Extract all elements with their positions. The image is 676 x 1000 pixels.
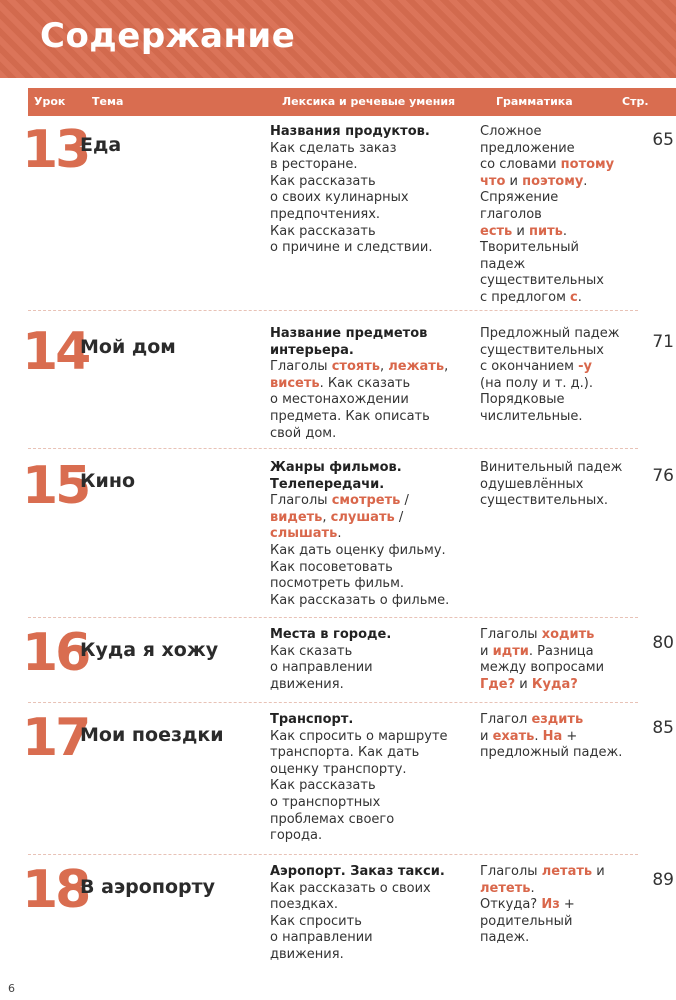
text-segment: Сложное xyxy=(480,124,542,139)
page-ref[interactable]: 89 xyxy=(652,870,674,890)
column-grammar: Грамматика xyxy=(496,95,573,108)
highlighted-term: видеть xyxy=(270,509,323,525)
row-divider xyxy=(28,617,638,618)
highlighted-term: лететь xyxy=(480,880,531,896)
page-ref[interactable]: 76 xyxy=(652,466,674,486)
page-title: Содержание xyxy=(40,16,296,56)
text-segment: посмотреть фильм. xyxy=(270,576,405,592)
text-line xyxy=(270,795,470,812)
text-line xyxy=(480,190,638,207)
highlighted-term: потому xyxy=(560,157,615,173)
column-lesson: Урок xyxy=(34,95,66,108)
vocab-cell xyxy=(270,124,470,257)
vocab-heading: Места в городе. xyxy=(270,627,392,642)
text-line xyxy=(480,745,638,762)
text-segment: / xyxy=(394,509,404,525)
text-line xyxy=(270,778,470,795)
column-topic: Тема xyxy=(92,95,124,108)
text-segment: Глаголы xyxy=(480,627,542,642)
highlighted-term: На xyxy=(542,728,563,744)
text-line xyxy=(270,729,470,746)
text-line xyxy=(480,157,638,174)
text-segment: одушевлённых xyxy=(480,476,584,492)
text-line xyxy=(270,897,470,914)
highlighted-term: Из xyxy=(541,897,560,913)
text-line xyxy=(480,207,638,224)
vocab-heading: Транспорт. xyxy=(270,712,354,727)
text-segment: со словами xyxy=(480,157,561,173)
vocab-cell xyxy=(270,460,470,609)
text-line xyxy=(270,881,470,898)
text-line xyxy=(480,343,638,360)
lesson-number: 18 xyxy=(22,860,89,920)
highlighted-term: ехать xyxy=(492,728,535,744)
text-segment: . xyxy=(562,223,567,239)
text-segment: предложный падеж. xyxy=(480,745,623,761)
text-segment: существительных xyxy=(480,342,604,358)
text-line xyxy=(480,376,638,393)
text-segment: и xyxy=(592,864,605,879)
highlighted-term: идти xyxy=(492,643,529,659)
text-line xyxy=(480,864,638,881)
text-segment: и xyxy=(480,728,493,744)
row-divider xyxy=(28,310,638,311)
highlighted-term: Где? xyxy=(480,676,516,692)
text-segment: . xyxy=(534,728,543,744)
text-segment: предложение xyxy=(480,140,575,156)
text-segment: падеж xyxy=(480,256,526,272)
text-segment: оценку транспорту. xyxy=(270,761,407,777)
highlighted-term: стоять xyxy=(331,359,380,375)
lesson-number: 15 xyxy=(22,456,89,516)
text-segment: Спряжение xyxy=(480,190,559,206)
text-segment: Откуда? xyxy=(480,897,542,913)
text-line xyxy=(480,660,638,677)
text-segment: . xyxy=(583,173,588,189)
page-ref[interactable]: 85 xyxy=(652,718,674,738)
grammar-cell xyxy=(480,460,638,510)
highlighted-term: поэтому xyxy=(522,173,584,189)
lesson-number: 16 xyxy=(22,623,89,683)
text-line xyxy=(480,930,638,947)
text-segment: с предлогом xyxy=(480,289,571,305)
text-line xyxy=(270,376,470,393)
text-segment: падеж. xyxy=(480,930,530,946)
highlighted-term: лежать xyxy=(388,359,445,375)
lesson-topic[interactable]: Кино xyxy=(80,470,136,492)
grammar-cell xyxy=(480,627,638,693)
text-line xyxy=(480,881,638,898)
text-line xyxy=(480,326,638,343)
text-segment: / xyxy=(400,493,409,509)
vocab-heading: интерьера. xyxy=(270,342,354,358)
text-segment: свой дом. xyxy=(270,425,337,441)
text-segment: города. xyxy=(270,828,323,844)
text-segment: между вопросами xyxy=(480,660,605,676)
text-line xyxy=(480,477,638,494)
page-ref[interactable]: 80 xyxy=(652,633,674,653)
vocab-heading: Телепередачи. xyxy=(270,476,385,492)
text-segment: (на полу и т. д.). xyxy=(480,375,594,391)
text-segment: движения. xyxy=(270,946,344,962)
text-line xyxy=(270,576,470,593)
text-line xyxy=(270,510,470,527)
text-line xyxy=(270,930,470,947)
text-segment: Глагол xyxy=(480,712,532,727)
text-line xyxy=(480,359,638,376)
text-line xyxy=(270,190,470,207)
text-segment: в ресторане. xyxy=(270,157,358,173)
text-segment: и xyxy=(505,173,523,189)
text-segment: , xyxy=(322,509,331,525)
text-line xyxy=(480,224,638,241)
highlighted-term: ходить xyxy=(541,627,595,642)
text-line xyxy=(270,745,470,762)
column-vocab: Лексика и речевые умения xyxy=(282,95,456,108)
text-line xyxy=(480,240,638,257)
text-line xyxy=(270,914,470,931)
text-segment: транспорта. Как дать xyxy=(270,745,420,761)
grammar-cell xyxy=(480,712,638,762)
highlighted-term: ездить xyxy=(531,712,584,727)
text-line xyxy=(480,141,638,158)
text-segment: Винительный падеж xyxy=(480,460,623,475)
highlighted-term: слушать xyxy=(330,509,395,525)
text-line xyxy=(270,240,470,257)
lesson-topic[interactable]: Мой дом xyxy=(80,336,176,358)
text-segment: существительных xyxy=(480,273,604,289)
text-segment: и xyxy=(515,676,532,692)
vocab-cell xyxy=(270,326,470,442)
text-line xyxy=(270,812,470,829)
text-segment: Как сделать заказ xyxy=(270,140,397,156)
text-line xyxy=(480,627,638,644)
text-segment: Как рассказать xyxy=(270,173,376,189)
text-line xyxy=(480,409,638,426)
text-segment: проблемах своего xyxy=(270,811,395,827)
vocab-heading: Названия продуктов. xyxy=(270,124,430,139)
text-line xyxy=(480,914,638,931)
page-ref[interactable]: 71 xyxy=(652,332,674,352)
text-segment: Как рассказать xyxy=(270,223,376,239)
text-segment: Как рассказать xyxy=(270,778,376,794)
text-line xyxy=(480,392,638,409)
text-line xyxy=(270,409,470,426)
text-line xyxy=(480,677,638,694)
text-segment: Порядковые xyxy=(480,392,565,408)
lesson-topic[interactable]: Куда я хожу xyxy=(80,639,219,661)
text-line xyxy=(270,359,470,376)
vocab-cell xyxy=(270,627,470,693)
text-segment: о направлении xyxy=(270,930,373,946)
lesson-topic[interactable]: Еда xyxy=(80,134,122,156)
text-line xyxy=(480,290,638,307)
text-segment: и xyxy=(480,643,493,659)
lesson-number: 14 xyxy=(22,322,89,382)
lesson-number: 13 xyxy=(22,120,89,180)
text-segment: существительных. xyxy=(480,493,609,509)
text-segment: предмета. Как описать xyxy=(270,408,430,424)
text-segment: о своих кулинарных xyxy=(270,190,409,206)
text-segment: , xyxy=(379,359,389,375)
lesson-topic[interactable]: Мои поездки xyxy=(80,724,224,746)
grammar-cell xyxy=(480,124,638,307)
text-segment: о транспортных xyxy=(270,794,381,810)
text-segment: Как дать оценку фильму. xyxy=(270,542,446,558)
text-line xyxy=(270,157,470,174)
text-segment: Как посоветовать xyxy=(270,559,393,575)
text-line xyxy=(270,174,470,191)
vocab-heading: Жанры фильмов. xyxy=(270,460,402,475)
text-segment: . xyxy=(577,289,582,305)
text-segment: движения. xyxy=(270,676,344,692)
text-segment: . xyxy=(530,880,535,896)
text-line xyxy=(480,460,638,477)
text-line xyxy=(270,828,470,845)
text-line xyxy=(270,560,470,577)
lesson-topic[interactable]: В аэропорту xyxy=(80,876,216,898)
vocab-cell xyxy=(270,712,470,845)
page-header xyxy=(0,0,676,78)
text-segment: о направлении xyxy=(270,660,373,676)
text-line xyxy=(270,493,470,510)
highlighted-term: летать xyxy=(541,864,593,879)
highlighted-term: с xyxy=(570,289,578,305)
text-segment: Глаголы xyxy=(270,493,332,509)
text-line xyxy=(270,543,470,560)
text-line xyxy=(480,493,638,510)
text-line xyxy=(480,257,638,274)
text-segment: + xyxy=(559,897,575,913)
text-line xyxy=(270,526,470,543)
grammar-cell xyxy=(480,864,638,947)
row-divider xyxy=(28,702,638,703)
text-line xyxy=(270,947,470,964)
page-ref[interactable]: 65 xyxy=(652,130,674,150)
text-segment: о причине и следствии. xyxy=(270,240,433,256)
text-segment: Как рассказать о фильме. xyxy=(270,592,450,608)
vocab-heading: Аэропорт. Заказ такси. xyxy=(270,864,445,879)
text-segment: предпочтениях. xyxy=(270,206,381,222)
text-line xyxy=(270,224,470,241)
highlighted-term: висеть xyxy=(270,375,320,391)
text-line xyxy=(270,677,470,694)
text-segment: , xyxy=(444,359,449,375)
text-segment: Как спросить о маршруте xyxy=(270,728,448,744)
grammar-cell xyxy=(480,326,638,426)
text-line xyxy=(270,593,470,610)
text-segment: поездках. xyxy=(270,897,338,913)
text-line xyxy=(480,897,638,914)
text-line xyxy=(270,141,470,158)
text-segment: Глаголы xyxy=(480,864,542,879)
text-segment: и xyxy=(512,223,529,239)
highlighted-term: -у xyxy=(578,359,592,375)
text-segment: . Разница xyxy=(528,643,594,659)
column-header-bar xyxy=(28,88,676,116)
column-page: Стр. xyxy=(622,95,649,108)
highlighted-term: смотреть xyxy=(331,493,401,509)
text-segment: родительный xyxy=(480,913,573,929)
highlighted-term: слышать xyxy=(270,526,338,542)
text-line xyxy=(270,644,470,661)
text-segment: Как рассказать о своих xyxy=(270,880,431,896)
text-line xyxy=(270,660,470,677)
row-divider xyxy=(28,448,638,449)
highlighted-term: Куда? xyxy=(531,676,578,692)
text-segment: глаголов xyxy=(480,206,542,222)
vocab-heading: Название предметов xyxy=(270,326,428,341)
highlighted-term: пить xyxy=(529,223,563,239)
text-line xyxy=(480,174,638,191)
text-segment: числительные. xyxy=(480,408,583,424)
text-segment: . xyxy=(337,526,342,542)
lesson-number: 17 xyxy=(22,708,89,768)
text-segment: + xyxy=(562,728,578,744)
text-line xyxy=(480,273,638,290)
text-segment: Как сказать xyxy=(270,643,353,659)
text-line xyxy=(480,729,638,746)
highlighted-term: что xyxy=(480,173,506,189)
text-line xyxy=(270,762,470,779)
text-segment: . Как сказать xyxy=(319,375,411,391)
text-line xyxy=(270,207,470,224)
text-segment: Творительный xyxy=(480,240,580,256)
highlighted-term: есть xyxy=(480,223,513,239)
text-line xyxy=(480,712,638,729)
text-segment: Предложный падеж xyxy=(480,326,620,341)
page-number: 6 xyxy=(8,982,15,995)
text-line xyxy=(480,124,638,141)
text-segment: с окончанием xyxy=(480,359,579,375)
vocab-cell xyxy=(270,864,470,964)
text-segment: Глаголы xyxy=(270,359,332,375)
text-segment: о местонахождении xyxy=(270,392,409,408)
text-line xyxy=(270,392,470,409)
text-segment: Как спросить xyxy=(270,913,362,929)
text-line xyxy=(480,644,638,661)
text-line xyxy=(270,426,470,443)
row-divider xyxy=(28,854,638,855)
